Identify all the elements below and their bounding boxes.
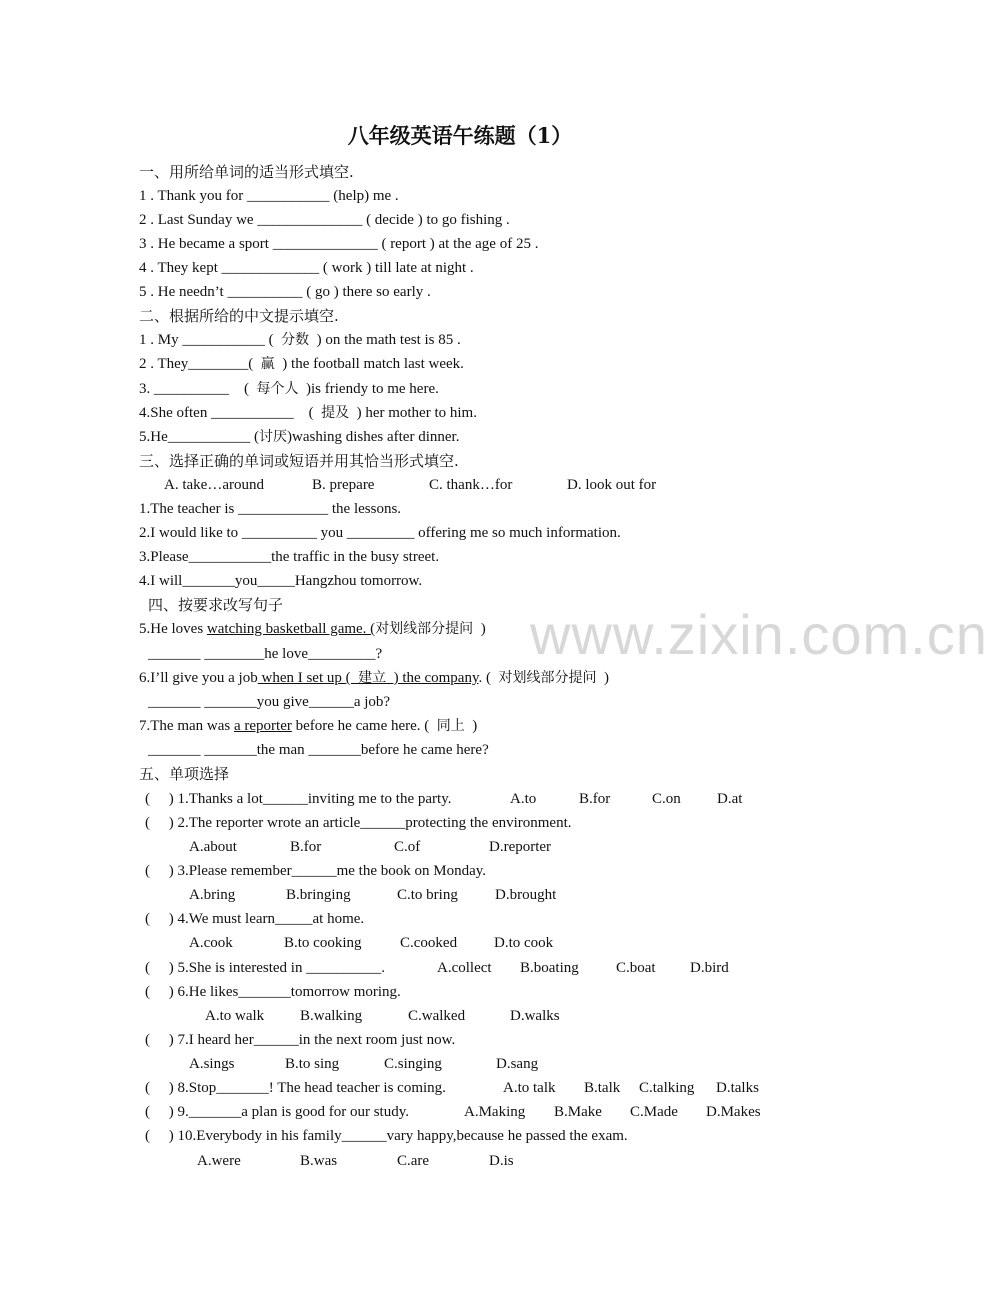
mc-option: D.walks: [510, 1008, 560, 1024]
item-text: ) the football match last week.: [274, 356, 464, 372]
mc-option: D.reporter: [489, 839, 552, 855]
section4-answer-7: _______ _______the man _______before he came here?: [148, 742, 489, 758]
mc-option: B.to cooking: [284, 935, 362, 951]
mc-option: A.to walk: [205, 1008, 265, 1024]
chinese-hint: 对划线部分提问: [375, 621, 474, 637]
item-text: . (: [478, 670, 499, 686]
mc-question-5: ( ) 5.She is interested in __________.: [145, 960, 385, 976]
item-text: ): [596, 670, 609, 686]
page-title: 八年级英语午练题（1）: [347, 123, 573, 148]
mc-option: D.sang: [496, 1056, 539, 1072]
item-text: )is friendy to me here.: [298, 381, 439, 397]
mc-option: C.are: [397, 1153, 430, 1169]
section3-item-2: 2.I would like to __________ you _________ offering me so much information.: [139, 525, 621, 541]
mc-option: C.talking: [639, 1080, 695, 1096]
section3-item-3: 3.Please___________the traffic in the busy street.: [139, 549, 440, 565]
section4-answer-5: _______ ________he love_________?: [148, 646, 383, 662]
chinese-hint: 同上: [436, 718, 465, 734]
section2-item-3: [139, 378, 439, 400]
section4-header: 四、按要求改写句子: [148, 596, 284, 614]
chinese-hint: 建立: [358, 670, 387, 686]
section5-header: 五、单项选择: [139, 765, 230, 783]
mc-option: A.about: [189, 839, 237, 855]
section4-question-5: [139, 618, 486, 640]
item-text: 2 . They________(: [139, 356, 261, 372]
mc-option: A.to talk: [503, 1080, 556, 1096]
mc-option: A.Making: [464, 1104, 526, 1120]
mc-question-8: ( ) 8.Stop_______! The head teacher is coming.: [145, 1080, 446, 1096]
item-text: 7.The man was: [139, 718, 234, 734]
section1-item-5: 5 . He needn’t __________ ( go ) there so early .: [139, 284, 431, 300]
mc-option: C.on: [652, 791, 681, 807]
chinese-hint: 讨厌: [259, 429, 287, 445]
mc-option: B.Make: [554, 1104, 602, 1120]
mc-option: B.for: [290, 839, 322, 855]
section3-item-4: 4.I will_______you_____Hangzhou tomorrow.: [139, 573, 423, 589]
mc-option: A.bring: [189, 887, 236, 903]
item-text: before he came here. (: [291, 718, 437, 734]
mc-option: C.Made: [630, 1104, 678, 1120]
chinese-hint: 对划线部分提问: [498, 670, 597, 686]
section3-option-b: B. prepare: [312, 477, 375, 493]
underlined-part: watching basketball game. (: [206, 621, 376, 637]
item-text: 1 . My ___________ (: [139, 332, 282, 348]
mc-option: D.to cook: [494, 935, 554, 951]
item-text: ) on the math test is 85 .: [309, 332, 461, 348]
section2-item-5: [139, 426, 459, 448]
mc-option: C.walked: [408, 1008, 466, 1024]
mc-option: A.were: [197, 1153, 241, 1169]
mc-option: A.to: [510, 791, 537, 807]
section1-item-3: 3 . He became a sport ______________ ( report ) at the age of 25 .: [139, 236, 539, 252]
mc-question-3: ( ) 3.Please remember______me the book on Monday.: [145, 863, 487, 879]
mc-question-4: ( ) 4.We must learn_____at home.: [145, 911, 365, 927]
item-text: ) her mother to him.: [349, 405, 477, 421]
underlined-part: a reporter: [233, 718, 292, 734]
mc-option: D.brought: [495, 887, 557, 903]
item-text: ): [473, 621, 486, 637]
underlined-part: when I set up (: [257, 670, 359, 686]
mc-option: B.walking: [300, 1008, 363, 1024]
mc-question-10: ( ) 10.Everybody in his family______vary happy,because he passed the exam.: [145, 1128, 628, 1144]
section2-item-2: [139, 353, 464, 375]
section4-question-7: [139, 715, 477, 737]
mc-option: B.bringing: [286, 887, 351, 903]
item-text: 5.He___________ (: [139, 429, 259, 445]
mc-option: B.talk: [584, 1080, 621, 1096]
mc-option: D.bird: [690, 960, 729, 976]
watermark: www.zixin.com.cn: [530, 603, 988, 666]
mc-option: C.cooked: [400, 935, 458, 951]
section2-item-1: [139, 329, 461, 351]
mc-question-7: ( ) 7.I heard her______in the next room just now.: [145, 1032, 456, 1048]
mc-option: B.was: [300, 1153, 338, 1169]
section1-header: 一、用所给单词的适当形式填空.: [139, 163, 354, 181]
mc-option: B.boating: [520, 960, 579, 976]
section2-item-4: [139, 402, 477, 424]
section4-question-6: [139, 667, 609, 689]
section3-item-1: 1.The teacher is ____________ the lessons.: [139, 501, 402, 517]
item-text: ): [464, 718, 478, 734]
item-text: 6.I’ll give you a job: [139, 670, 258, 686]
section3-option-a: A. take…around: [164, 477, 264, 493]
section2-header: 二、根据所给的中文提示填空.: [139, 307, 339, 325]
mc-option: C.boat: [616, 960, 656, 976]
section4-answer-6: _______ _______you give______a job?: [148, 694, 391, 710]
mc-option: B.to sing: [285, 1056, 340, 1072]
section3-option-d: D. look out for: [567, 477, 657, 493]
section1-item-2: 2 . Last Sunday we ______________ ( decide ) to go fishing .: [139, 212, 510, 228]
mc-option: D.is: [489, 1153, 514, 1169]
mc-question-9: ( ) 9._______a plan is good for our study.: [145, 1104, 409, 1120]
mc-option: A.collect: [437, 960, 492, 976]
mc-option: C.of: [394, 839, 421, 855]
mc-option: B.for: [579, 791, 611, 807]
mc-option: D.talks: [716, 1080, 759, 1096]
mc-question-1: ( ) 1.Thanks a lot______inviting me to the party.: [145, 791, 452, 807]
item-text: 3. __________ (: [139, 381, 257, 397]
chinese-hint: 提及: [321, 405, 350, 421]
mc-question-2: ( ) 2.The reporter wrote an article______protecting the environment.: [145, 815, 572, 831]
mc-option: D.at: [717, 791, 743, 807]
chinese-hint: 分数: [281, 332, 310, 348]
mc-option: C.to bring: [397, 887, 458, 903]
chinese-hint: 每个人: [256, 381, 299, 397]
item-text: 5.He loves: [139, 621, 207, 637]
mc-option: A.sings: [189, 1056, 235, 1072]
section1-item-1: 1 . Thank you for ___________ (help) me .: [139, 188, 399, 204]
item-text: )washing dishes after dinner.: [287, 429, 460, 445]
underlined-part: ) the company: [386, 670, 479, 686]
mc-question-6: ( ) 6.He likes_______tomorrow moring.: [145, 984, 401, 1000]
section3-header: 三、选择正确的单词或短语并用其恰当形式填空.: [139, 452, 459, 470]
mc-option: D.Makes: [706, 1104, 761, 1120]
item-text: 4.She often ___________ (: [139, 405, 322, 421]
section1-item-4: 4 . They kept _____________ ( work ) till late at night .: [139, 260, 474, 276]
chinese-hint: 赢: [260, 356, 275, 372]
mc-option: C.singing: [384, 1056, 442, 1072]
mc-option: A.cook: [189, 935, 233, 951]
section3-option-c: C. thank…for: [429, 477, 513, 493]
